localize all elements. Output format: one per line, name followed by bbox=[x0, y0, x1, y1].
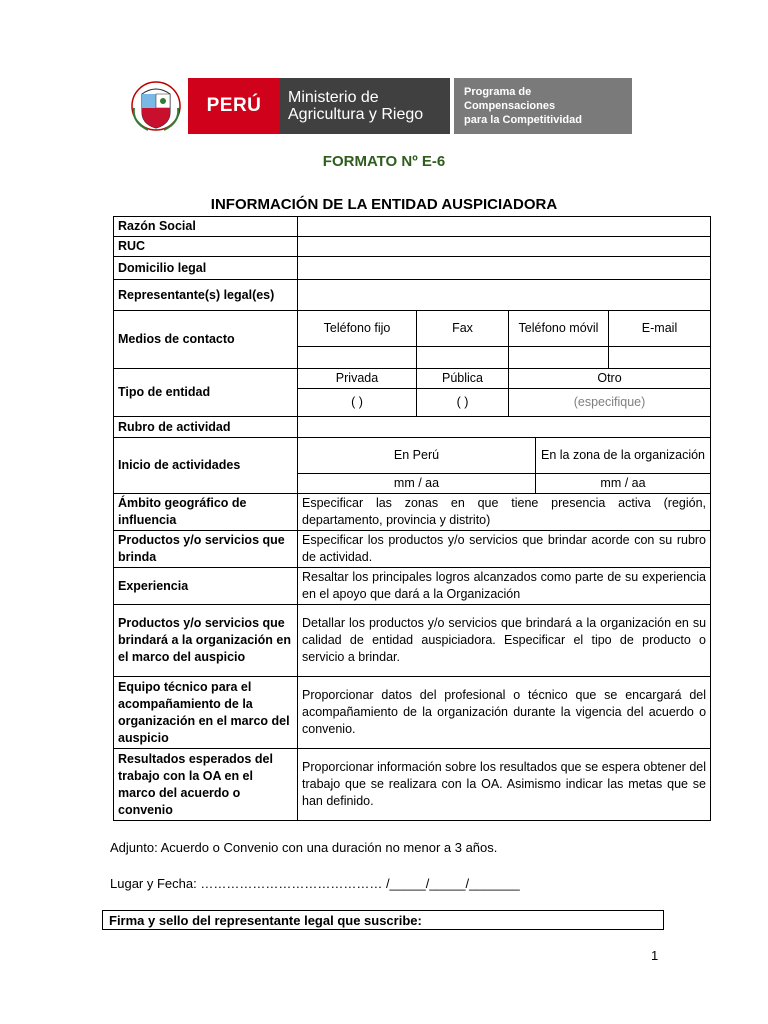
program-line-3: para la Competitividad bbox=[464, 114, 582, 126]
table-row bbox=[114, 217, 711, 237]
label-ambito: Ámbito geográfico de influencia bbox=[114, 494, 298, 531]
telefono-movil-field[interactable] bbox=[509, 347, 609, 369]
signature-box[interactable]: Firma y sello del representante legal que suscribe: bbox=[102, 910, 664, 930]
header-en-peru: En Perú bbox=[298, 438, 536, 474]
table-row bbox=[114, 257, 711, 280]
header-fax: Fax bbox=[417, 311, 509, 347]
label-tipo-entidad: Tipo de entidad bbox=[114, 369, 298, 417]
representante-field[interactable] bbox=[298, 280, 711, 311]
label-rubro: Rubro de actividad bbox=[114, 417, 298, 438]
fax-field[interactable] bbox=[417, 347, 509, 369]
table-row bbox=[114, 568, 711, 605]
table-row bbox=[114, 531, 711, 568]
header-telefono-fijo: Teléfono fijo bbox=[298, 311, 417, 347]
otro-field[interactable]: (especifique) bbox=[509, 389, 711, 417]
peru-logo bbox=[188, 78, 280, 134]
ministry-logo bbox=[280, 78, 450, 134]
lugar-fecha-field[interactable]: Lugar y Fecha: …………………………………… /_____/_____/_______ bbox=[110, 876, 520, 891]
label-medios-contacto: Medios de contacto bbox=[114, 311, 298, 369]
table-row bbox=[114, 749, 711, 821]
domicilio-field[interactable] bbox=[298, 257, 711, 280]
header-email: E-mail bbox=[609, 311, 711, 347]
label-domicilio: Domicilio legal bbox=[114, 257, 298, 280]
header-banner bbox=[130, 78, 632, 134]
program-line-1: Programa de bbox=[464, 86, 532, 98]
label-ruc: RUC bbox=[114, 237, 298, 257]
page-number: 1 bbox=[651, 948, 659, 963]
label-productos-brindara: Productos y/o servicios que brindará a la organización en el marco del auspicio bbox=[114, 605, 298, 677]
table-row bbox=[114, 438, 711, 474]
experiencia-field[interactable]: Resaltar los principales logros alcanzados como parte de su experiencia en el apoyo que dará a la Organización bbox=[298, 568, 711, 605]
table-row bbox=[114, 369, 711, 389]
label-representante: Representante(s) legal(es) bbox=[114, 280, 298, 311]
label-inicio-actividades: Inicio de actividades bbox=[114, 438, 298, 494]
table-row bbox=[114, 237, 711, 257]
table-row bbox=[114, 494, 711, 531]
productos-brindara-field[interactable]: Detallar los productos y/o servicios que brindará a la organización en su calidad de entidad auspiciadora. Especificar el tipo de producto o servicio a brindar. bbox=[298, 605, 711, 677]
telefono-fijo-field[interactable] bbox=[298, 347, 417, 369]
header-en-zona: En la zona de la organización bbox=[536, 438, 711, 474]
page-title: INFORMACIÓN DE LA ENTIDAD AUSPICIADORA bbox=[210, 196, 558, 213]
label-equipo: Equipo técnico para el acompañamiento de la organización en el marco del auspicio bbox=[114, 677, 298, 749]
rubro-field[interactable] bbox=[298, 417, 711, 438]
label-resultados: Resultados esperados del trabajo con la OA en el marco del acuerdo o convenio bbox=[114, 749, 298, 821]
table-row bbox=[114, 280, 711, 311]
ministry-line-2: Agricultura y Riego bbox=[288, 106, 424, 123]
ministry-line-1: Ministerio de bbox=[288, 89, 379, 106]
publica-checkbox[interactable]: ( ) bbox=[417, 389, 509, 417]
email-field[interactable] bbox=[609, 347, 711, 369]
inicio-zona-field[interactable]: mm / aa bbox=[536, 474, 711, 494]
privada-checkbox[interactable]: ( ) bbox=[298, 389, 417, 417]
razon-social-field[interactable] bbox=[298, 217, 711, 237]
productos-field[interactable]: Especificar los productos y/o servicios que brindar acorde con su rubro de actividad. bbox=[298, 531, 711, 568]
ambito-field[interactable]: Especificar las zonas en que tiene presencia activa (región, departamento, provincia y distrito) bbox=[298, 494, 711, 531]
table-row bbox=[114, 417, 711, 438]
coat-of-arms-icon bbox=[130, 78, 182, 134]
resultados-field[interactable]: Proporcionar información sobre los resultados que se espera obtener del trabajo que se realizara con la OA. Asimismo indicar las metas que se han definido. bbox=[298, 749, 711, 821]
table-row bbox=[114, 677, 711, 749]
label-productos: Productos y/o servicios que brinda bbox=[114, 531, 298, 568]
label-razon-social: Razón Social bbox=[114, 217, 298, 237]
adjunto-note: Adjunto: Acuerdo o Convenio con una duración no menor a 3 años. bbox=[110, 840, 498, 855]
program-line-2: Compensaciones bbox=[464, 100, 556, 112]
table-row bbox=[114, 605, 711, 677]
table-row bbox=[114, 311, 711, 347]
ruc-field[interactable] bbox=[298, 237, 711, 257]
inicio-peru-field[interactable]: mm / aa bbox=[298, 474, 536, 494]
program-logo bbox=[454, 78, 632, 134]
header-telefono-movil: Teléfono móvil bbox=[509, 311, 609, 347]
entity-info-table bbox=[113, 216, 711, 821]
header-privada: Privada bbox=[298, 369, 417, 389]
header-publica: Pública bbox=[417, 369, 509, 389]
form-number: FORMATO Nº E-6 bbox=[322, 153, 446, 170]
label-experiencia: Experiencia bbox=[114, 568, 298, 605]
header-otro: Otro bbox=[509, 369, 711, 389]
peru-text: PERÚ bbox=[206, 95, 262, 116]
equipo-field[interactable]: Proporcionar datos del profesional o técnico que se encargará del acompañamiento de la organización durante la vigencia del acuerdo o convenio. bbox=[298, 677, 711, 749]
